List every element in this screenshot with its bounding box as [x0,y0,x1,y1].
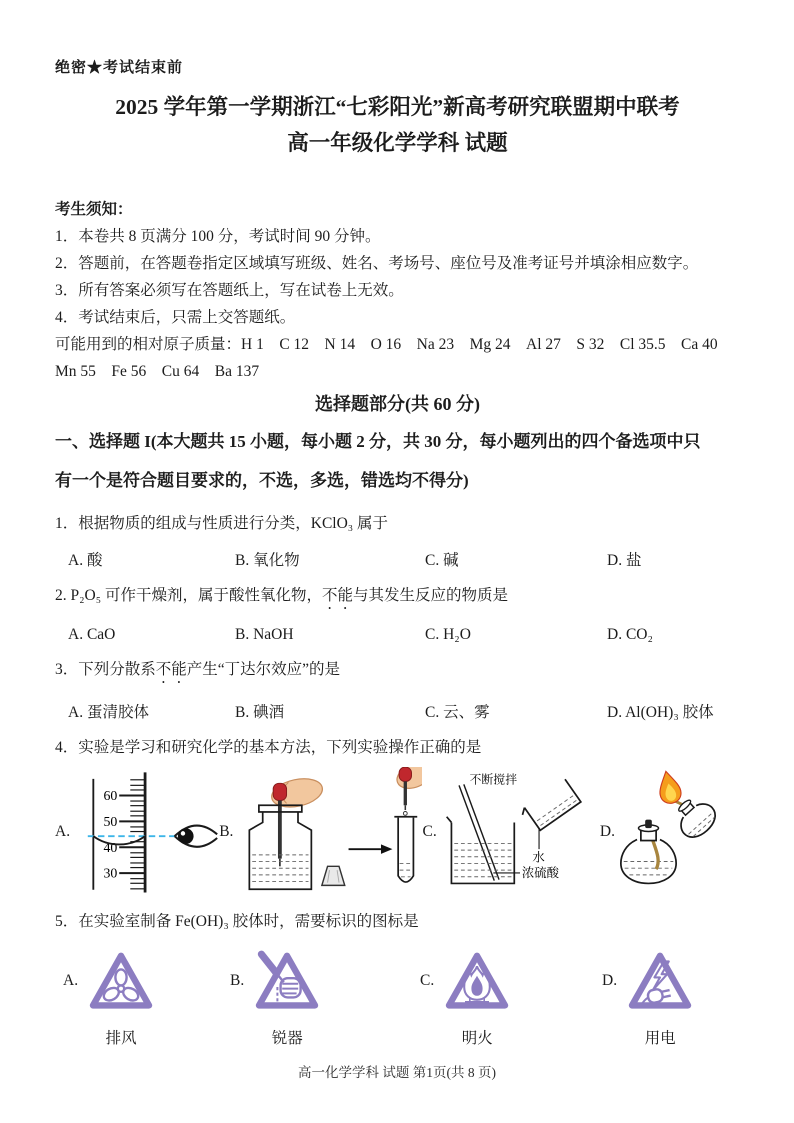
icon-caption: 用电 [644,1030,676,1047]
exam-title-line2: 高一年级化学学科 试题 [287,131,508,155]
q5-option-a: A. 排风 [63,947,230,1048]
emphasized-text: 不能 [155,661,187,678]
test-tube [395,817,418,882]
q3-option-b: B. 碘酒 [235,704,285,721]
q2-option-b: B. NaOH [235,626,294,643]
q5-option-c: C. 明火 [420,947,602,1048]
section-instruction-line1: 一、选择题 I(本大题共 15 小题，每小题 2 分，共 30 分，每小题列出的四个备选项中只 [55,432,701,451]
q4-figure-b-label: B. [219,822,234,840]
arrow-icon [349,844,393,854]
q3-option-c: C. 云、雾 [425,704,490,721]
icon-caption: 明火 [461,1030,493,1047]
dropper-bulb [400,767,412,781]
glass-rod [459,784,499,880]
acid-annotation: 浓硫酸 [521,865,559,880]
q5-option-d: D. 用电 [602,947,740,1048]
q4-figure-a [55,768,219,896]
q3-option-a: A. 蛋清胶体 [68,704,149,721]
q4-figure-a-label: A. [55,822,71,840]
emphasized-text: 不能 [322,587,354,604]
dropper-bulb [274,783,287,800]
bottle-stopper [322,866,345,885]
sharp-object-icon [251,947,323,1019]
section-instruction-line2: 有一个是符合题目要求的，不选，多选，错选均不得分) [55,471,469,490]
question-1-options [55,548,740,570]
notice-item-3: 3．所有答案必须写在答题纸上，写在试卷上无效。 [55,282,404,299]
q1-option-a: A. 酸 [68,552,103,569]
q1-option-b: B. 氧化物 [235,552,300,569]
q2-option-a: A. CaO [68,626,116,643]
upright-alcohol-lamp [621,820,676,884]
section-title: 选择题部分(共 60 分) [315,394,480,414]
scale-tick-60: 60 [103,787,118,803]
q1-option-c: C. 碱 [425,552,459,569]
atomic-mass-line2: Mn 55 Fe 56 Cu 64 Ba 137 [55,363,260,380]
notice-heading: 考生须知： [55,201,133,218]
q2-option-d: D. CO₂ [607,626,653,643]
question-2-options [55,626,740,644]
graduated-cylinder-figure [73,768,219,896]
open-flame-icon [441,947,513,1019]
scale-tick-40: 40 [103,839,118,855]
q3-option-d: D. Al(OH)₃ 胶体 [607,704,714,721]
exam-title [55,89,740,161]
exhaust-fan-icon [85,947,157,1019]
question-5-options [55,947,740,1048]
q4-figure-d [600,767,740,896]
q4-figure-c-label: C. [422,822,437,840]
scale-tick-30: 30 [103,865,118,881]
question-1-stem: 1．根据物质的组成与性质进行分类，KClO₃ 属于 [55,515,389,532]
scale-tick-50: 50 [103,813,118,829]
meniscus-curve [93,836,145,844]
icon-caption: 排风 [105,1030,137,1047]
dropper-transfer-figure [236,767,422,896]
question-3-stem: 3．下列分散系不能产生“丁达尔效应”的是 [55,661,341,678]
question-2-stem: 2. P₂O₅ 可作干燥剂，属于酸性氧化物，不能与其发生反应的物质是 [55,587,509,604]
liquid-drop [404,811,408,815]
alcohol-lamp-figure [618,767,740,896]
q2-option-c: C. H₂O [425,626,471,643]
atomic-mass-line1: 可能用到的相对原子质量：H 1 C 12 N 14 O 16 Na 23 Mg 24 Al 27 S 32 Cl 35.5 Ca 40 [55,336,718,353]
q4-figure-b [219,767,422,896]
question-4-stem: 4．实验是学习和研究化学的基本方法，下列实验操作正确的是 [55,739,482,756]
section-instruction [55,422,740,500]
eye-icon [175,825,218,846]
stir-annotation: 不断搅拌 [469,771,517,786]
page-footer: 高一化学学科 试题 第1页(共 8 页) [298,1065,496,1080]
notice-item-2: 2．答题前，在答题卷指定区域填写班级、姓名、考场号、座位号及准考证号并填涂相应数字。 [55,255,699,272]
icon-caption: 锐器 [271,1030,303,1047]
question-3-options [55,700,740,722]
q4-figure-d-label: D. [599,822,615,840]
electricity-icon [624,947,696,1019]
q5-option-b: B. 锐器 [230,947,420,1048]
question-4-figures [55,767,740,896]
candidate-notice [55,196,740,385]
flame-icon [656,769,683,805]
question-5-stem: 5．在实验室制备 Fe(OH)₃ 胶体时，需要标识的图标是 [55,913,419,930]
exam-title-line1: 2025 学年第一学期浙江“七彩阳光”新高考研究联盟期中联考 [115,95,680,119]
notice-item-4: 4．考试结束后，只需上交答题纸。 [55,309,296,326]
q1-option-d: D. 盐 [607,552,642,569]
q4-figure-c [423,769,600,895]
water-annotation: 水 [532,850,545,865]
notice-item-1: 1．本卷共 8 页满分 100 分，考试时间 90 分钟。 [55,228,381,245]
acid-dilution-figure [440,769,600,895]
security-classification: 绝密★考试结束前 [55,60,184,76]
pouring-beaker [520,779,581,833]
